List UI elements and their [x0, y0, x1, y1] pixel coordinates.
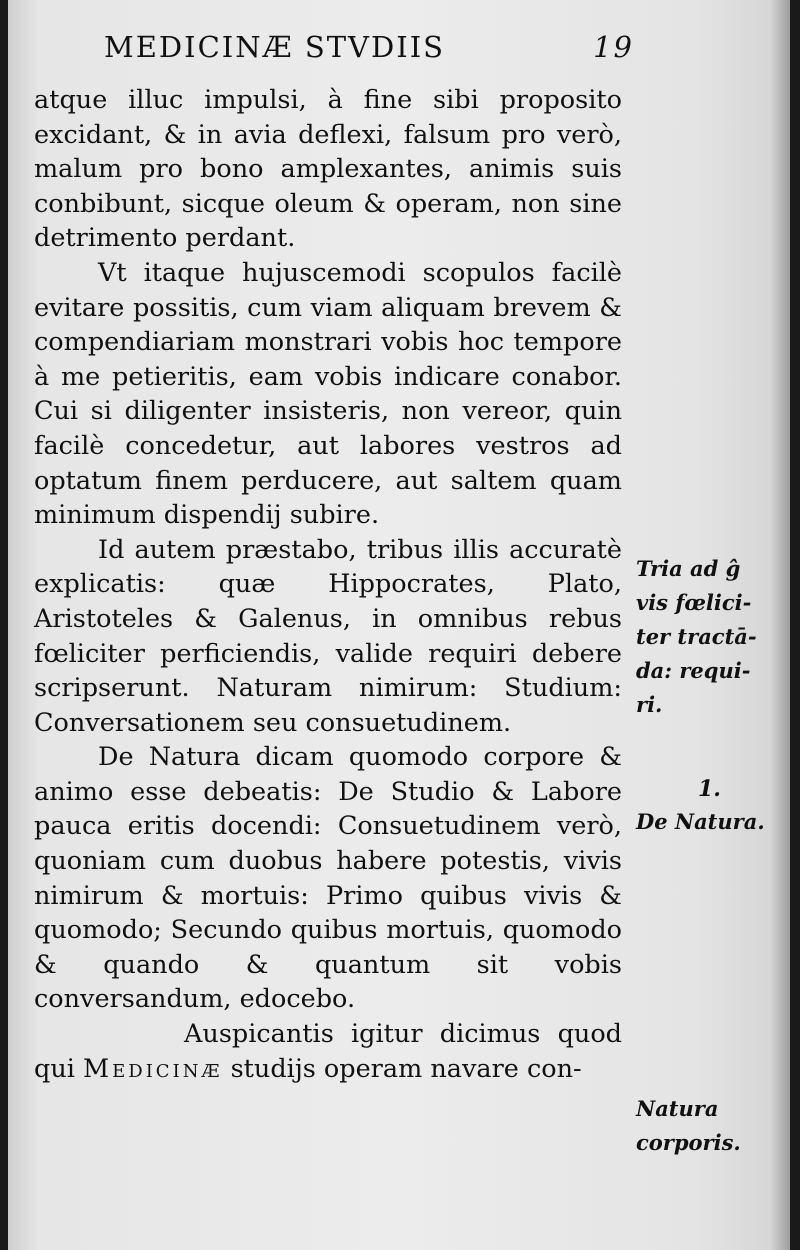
margin-note-natura-corporis — [636, 1092, 776, 1160]
paragraph-1: atque illuc impulsi, à fine sibi proposito excidant, & in avia deflexi, falsum pro verò, malum pro bono amplexantes, animis suis conbibunt, sicque oleum & operam, non sine detrimento perdant. — [34, 85, 622, 254]
margin-note-line: ter tractā- — [636, 624, 757, 649]
paragraph-5-end: studijs operam navare con- — [230, 1053, 582, 1084]
margin-note-de-natura: De Natura. — [636, 809, 765, 834]
margin-note-tria — [636, 552, 776, 722]
paragraph-4: De Natura dicam quomodo corpore & animo esse debeatis: De Studio & Labore pauca eritis docendi: Consuetudinem verò, quoniam cum duobus habere potestis, vivis nimirum & mortuis: Primo quibus vivis & quomodo; Secundo quibus mortuis, quomodo & quando & quantum sit vobis conversandum, edocebo. — [34, 742, 622, 1015]
page-number: 19 — [593, 30, 634, 64]
paragraph-5 — [34, 1017, 622, 1086]
running-title: MEDICINÆ STVDIIS — [104, 30, 446, 64]
margin-note-line: da: requi- — [636, 658, 751, 683]
paragraph-2: Vt itaque hujuscemodi scopulos facilè evitare possitis, cum viam aliquam brevem & compendiariam monstrari vobis hoc tempore à me petieritis, eam vobis indicare conabor. Cui si diligenter insisteris, non vereor, quin facilè concedetur, aut labores vestros ad optatum finem perducere, aut saltem quam minimum dispendij subire. — [34, 257, 622, 531]
paragraph-5-smallcaps: Medicinæ — [83, 1053, 223, 1084]
paragraph-5-start: Auspicantis igitur dicimus quod qui — [34, 1019, 622, 1084]
page-header — [104, 30, 634, 74]
margin-note-line: ri. — [636, 692, 663, 717]
paragraph-3: Id autem præstabo, tribus illis accuratè explicatis: quæ Hippocrates, Plato, Aristoteles & Galenus, in omnibus rebus fœliciter perficiendis, valide requiri debere scripserunt. Naturam nimirum: Studium: Conversationem seu consuetudinem. — [34, 534, 622, 738]
margin-note-line: corporis. — [636, 1130, 741, 1155]
margin-note-number: 1. — [698, 776, 721, 802]
margin-note-line: vis fœlici- — [636, 590, 752, 615]
book-page — [8, 0, 790, 1250]
main-text — [34, 83, 622, 1086]
margin-note-line: Natura — [636, 1096, 719, 1121]
margin-note-line: Tria ad ĝ — [636, 556, 741, 581]
